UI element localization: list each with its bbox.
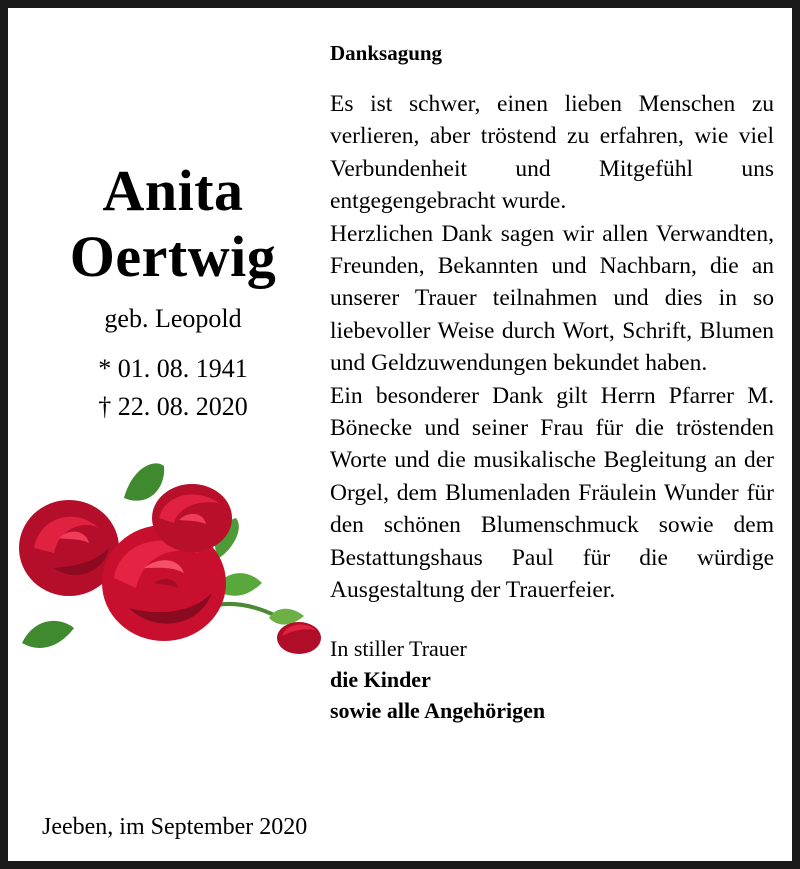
paragraph: Herzlichen Dank sagen wir allen Verwandten, Freunden, Bekannten und Nachbarn, die an unserer Trauer teilnahmen und dies in so liebevoller Weise durch Wort, Schrift, Blumen und Geldzuwendungen bekundet haben. bbox=[330, 220, 774, 377]
birth-name: geb. Leopold bbox=[104, 304, 242, 333]
deceased-block bbox=[18, 158, 328, 424]
closing-signatory: sowie alle Angehörigen bbox=[330, 697, 546, 723]
paragraph: Es ist schwer, einen lieben Menschen zu verlieren, aber tröstend zu erfahren, wie viel Verbundenheit und Mitgefühl uns entgegengebracht wurde. bbox=[330, 91, 774, 215]
thanks-block bbox=[330, 40, 774, 726]
closing-block bbox=[330, 633, 774, 726]
last-name: Oertwig bbox=[69, 224, 277, 289]
death-date: † 22. 08. 2020 bbox=[98, 392, 248, 421]
roses-illustration bbox=[14, 458, 334, 668]
thanks-text bbox=[330, 88, 774, 607]
closing-signatory: die Kinder bbox=[330, 666, 431, 692]
first-name: Anita bbox=[102, 158, 244, 223]
place-date: Jeeben, im September 2020 bbox=[42, 814, 308, 840]
heading: Danksagung bbox=[330, 41, 443, 65]
closing-line: In stiller Trauer bbox=[330, 635, 467, 661]
birth-date: * 01. 08. 1941 bbox=[98, 354, 248, 383]
paragraph: Ein besonderer Dank gilt Herrn Pfarrer M. Bönecke und seiner Frau für die tröstenden Worte und die musikalische Begleitung an der Orgel, dem Blumenladen Fräulein Wunder für den schönen Blumenschmuck sowie dem Bestattungshaus Paul für die würdige Ausgestaltung der Trauerfeier. bbox=[330, 382, 774, 604]
